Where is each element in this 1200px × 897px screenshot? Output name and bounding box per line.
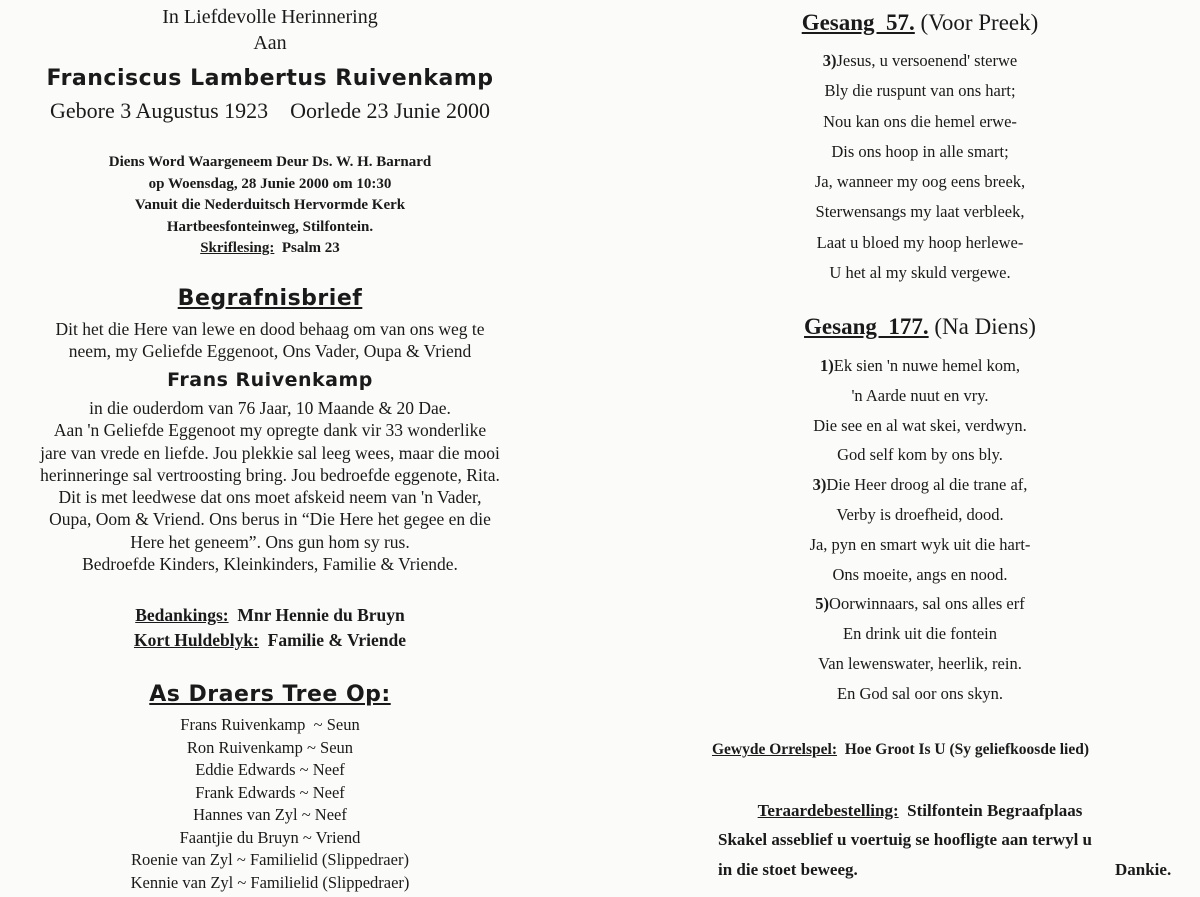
- letter-body: [0, 397, 540, 575]
- memorial-heading: In Liefdevolle Herinnering: [162, 6, 378, 28]
- bearer-item: Hannes van Zyl ~ Neef: [193, 805, 347, 824]
- hymn2-line: Van lewenswater, heerlik, rein.: [818, 653, 1022, 673]
- scripture-value: Psalm 23: [281, 240, 340, 256]
- hymn1-verse: [640, 46, 1200, 288]
- hymn2-line: Ons moeite, angs en nood.: [832, 564, 1008, 584]
- hymn2-line: 1)Ek sien 'n nuwe hemel kom,: [819, 356, 1021, 375]
- organ-music: [712, 741, 1089, 759]
- service-line-4: Hartbeesfonteinweg, Stilfontein.: [166, 218, 374, 235]
- hymn2-heading: [640, 314, 1200, 340]
- birth-death-dates: Gebore 3 Augustus 1923 Oorlede 23 Junie 2000: [50, 98, 490, 123]
- hymn2-line: Ja, pyn en smart wyk uit die hart-: [809, 534, 1031, 554]
- hymn2-line: Verby is droefheid, dood.: [836, 504, 1004, 524]
- hymn2-title: Gesang 177.: [804, 314, 929, 339]
- scripture-reading: [0, 238, 540, 260]
- tribute-line: [0, 628, 540, 653]
- letter-line: Here het geneem”. Ons gun hom sy rus.: [130, 531, 410, 552]
- hymn1-line: Bly die ruspunt van ons hart;: [824, 81, 1016, 101]
- service-line-2: op Woensdag, 28 Junie 2000 om 10:30: [148, 175, 392, 192]
- headlights-note-2: in die stoet beweeg.: [718, 860, 858, 879]
- letter-name: Frans Ruivenkamp: [167, 369, 373, 391]
- letter-line: Oupa, Oom & Vriend. Ons berus in “Die Here het gegee en die: [49, 509, 491, 530]
- headlights-note-1: Skakel asseblief u voertuig se hoofligte aan terwyl u: [718, 830, 1092, 849]
- hymn1-line: Ja, wanneer my oog eens breek,: [814, 172, 1026, 192]
- burial-value: Stilfontein Begraafplaas: [907, 801, 1083, 820]
- letter-line: jare van vrede en liefde. Jou plekkie sal leeg wees, maar die mooi: [40, 442, 500, 463]
- hymn1-line: Sterwensangs my laat verbleek,: [815, 202, 1025, 222]
- letter-intro-2: neem, my Geliefde Eggenoot, Ons Vader, Oupa & Vriend: [68, 341, 472, 361]
- hymn1-line: Dis ons hoop in alle smart;: [831, 141, 1009, 161]
- service-info: [0, 152, 540, 260]
- letter-line: Aan 'n Geliefde Eggenoot my opregte dank vir 33 wonderlike: [53, 420, 487, 441]
- organ-value: Hoe Groot Is U (Sy geliefkoosde lied): [844, 741, 1089, 758]
- bearer-item: Roenie van Zyl ~ Familielid (Slippedraer): [131, 850, 409, 869]
- hymn2-line: En drink uit die fontein: [843, 624, 997, 644]
- thanks-value: Mnr Hennie du Bruyn: [237, 605, 405, 625]
- letter-title: Begrafnisbrief: [177, 286, 363, 311]
- hymn1-verse-num: 3): [822, 51, 837, 70]
- bearer-item: Eddie Edwards ~ Neef: [195, 760, 345, 779]
- thanks-label: Bedankings:: [135, 605, 229, 625]
- letter-intro-1: Dit het die Here van lewe en dood behaag om van ons weg te: [55, 319, 485, 339]
- tribute-label: Kort Huldeblyk:: [133, 630, 259, 650]
- hymn1-line: Nou kan ons die hemel erwe-: [823, 111, 1017, 131]
- tribute-value: Familie & Vriende: [267, 630, 407, 650]
- burial-label: Teraardebestelling:: [757, 801, 899, 820]
- thank-you: Dankie.: [1115, 860, 1172, 879]
- letter-intro: [0, 318, 540, 362]
- letter-line: in die ouderdom van 76 Jaar, 10 Maande & 20 Dae.: [89, 398, 451, 418]
- hymn1-heading: [640, 10, 1200, 36]
- bearer-item: Faantjie du Bruyn ~ Vriend: [179, 827, 361, 847]
- burial-line: [640, 801, 1200, 821]
- hymn2-verse-num: 1): [819, 356, 834, 375]
- hymn2-verse-num: 5): [815, 594, 830, 614]
- bearer-item: Kennie van Zyl ~ Familielid (Slippedraer): [130, 872, 410, 892]
- bearer-item: Frank Edwards ~ Neef: [195, 782, 345, 802]
- memorial-aan: Aan: [253, 32, 287, 54]
- hymn2-line: 'n Aarde nuut en vry.: [851, 385, 989, 405]
- hymn1-subtitle: (Voor Preek): [920, 10, 1039, 35]
- deceased-name: Franciscus Lambertus Ruivenkamp: [46, 66, 494, 91]
- letter-line: Dit is met leedwese dat ons moet afskeid neem van 'n Vader,: [58, 487, 482, 508]
- hymn2-subtitle: (Na Diens): [934, 314, 1036, 339]
- thanks-line: [0, 603, 540, 628]
- hymn1-line: Laat u bloed my hoop herlewe-: [816, 232, 1024, 252]
- bearer-item: Frans Ruivenkamp ~ Seun: [180, 715, 360, 734]
- hymn2-line: God self kom by ons bly.: [837, 445, 1003, 465]
- bearer-item: Ron Ruivenkamp ~ Seun: [186, 737, 354, 757]
- service-line-3: Vanuit die Nederduitsch Hervormde Kerk: [134, 197, 406, 213]
- hymn1-line: 3)Jesus, u versoenend' sterwe: [822, 51, 1018, 70]
- hymn2-verse-num: 3): [812, 475, 827, 495]
- letter-line: herinneringe sal vertroosting bring. Jou bedroefde eggenote, Rita.: [40, 464, 500, 485]
- hymn2-line: 5)Oorwinnaars, sal ons alles erf: [815, 594, 1025, 614]
- acknowledgements: [0, 603, 540, 653]
- scripture-label: Skriflesing:: [200, 240, 275, 256]
- bearers-title: As Draers Tree Op:: [149, 682, 391, 707]
- hymn1-title: Gesang 57.: [801, 10, 915, 35]
- hymn2-line: En God sal oor ons skyn.: [837, 683, 1003, 703]
- letter-line: Bedroefde Kinders, Kleinkinders, Familie & Vriende.: [82, 554, 458, 575]
- bearers-list: [0, 714, 540, 894]
- hymn2-line: 3)Die Heer droog al die trane af,: [812, 475, 1028, 495]
- organ-label: Gewyde Orrelspel:: [712, 741, 837, 758]
- hymn2-verses: [640, 351, 1200, 709]
- hymn1-line: U het al my skuld vergewe.: [829, 263, 1011, 283]
- hymn2-line: Die see en al wat skei, verdwyn.: [813, 415, 1027, 435]
- service-line-1: Diens Word Waargeneem Deur Ds. W. H. Barnard: [108, 154, 432, 170]
